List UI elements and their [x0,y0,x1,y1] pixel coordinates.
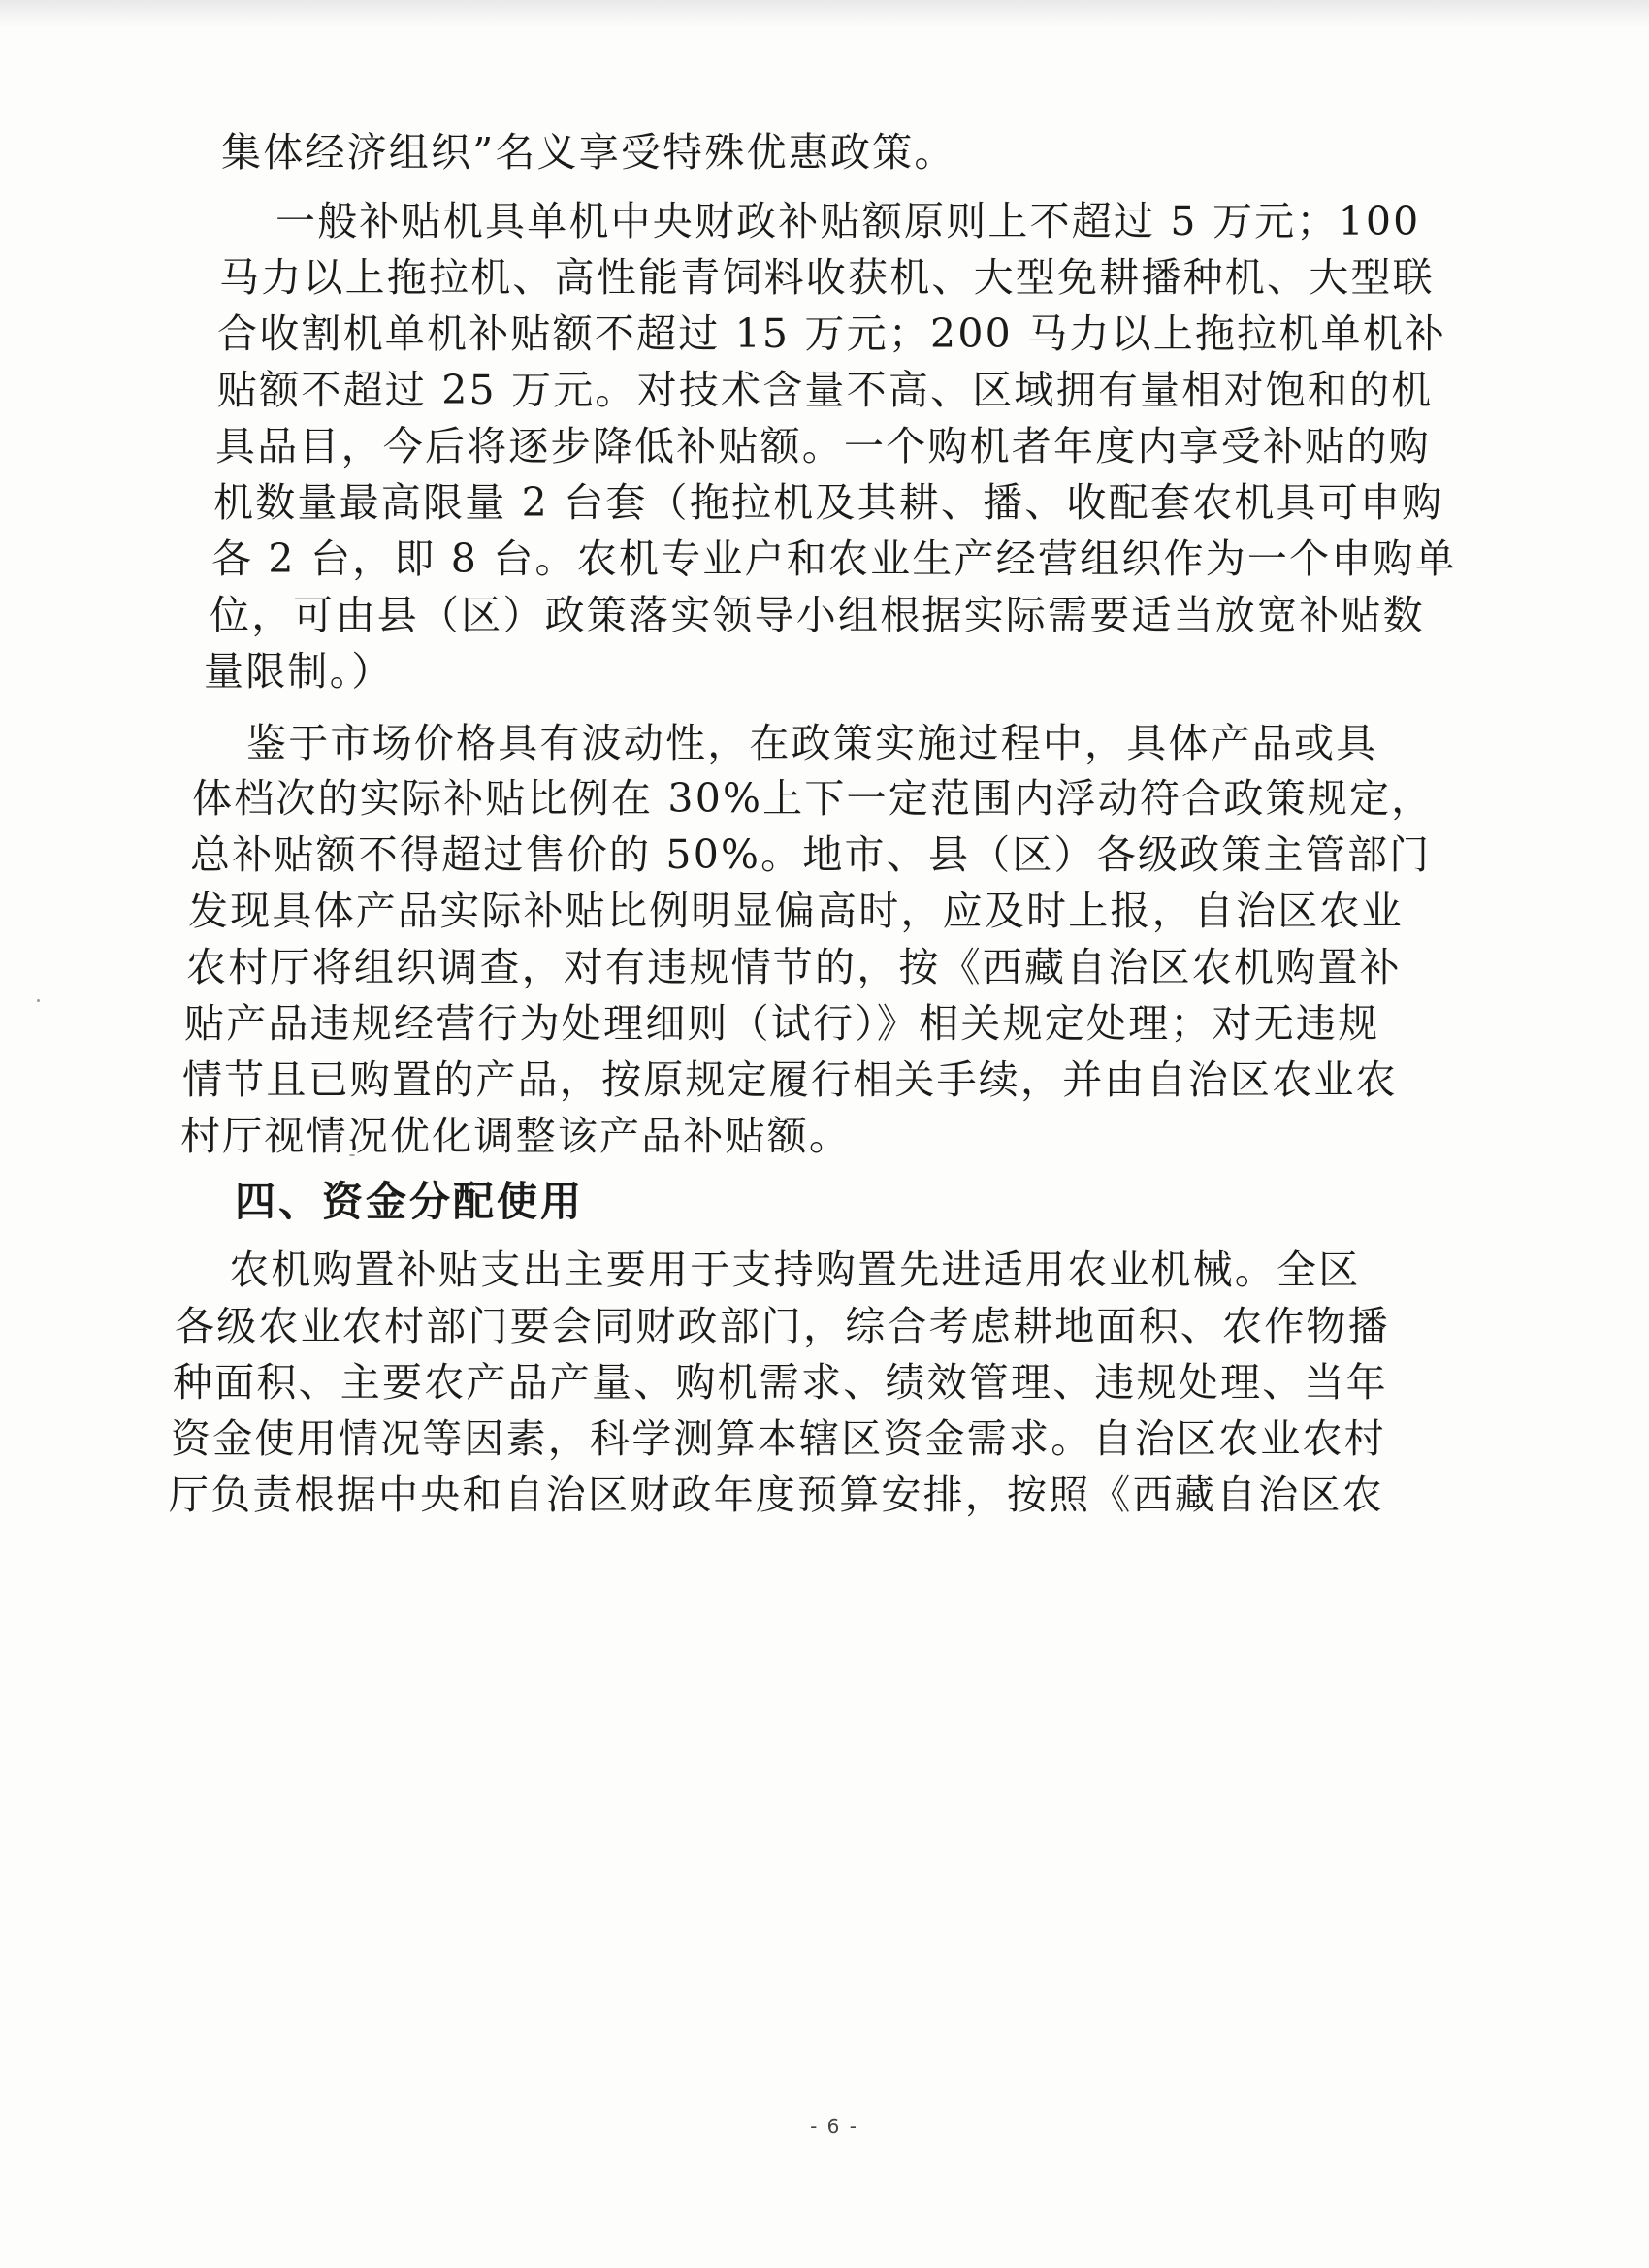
body-text-line: 贴额不超过 25 万元。对技术含量不高、区域拥有量相对饱和的机 [217,367,1434,413]
body-text-line: 厅负责根据中央和自治区财政年度预算安排，按照《西藏自治区农 [169,1472,1384,1518]
body-text-line: 机数量最高限量 2 台套（拖拉机及其耕、播、收配套农机具可申购 [213,479,1444,526]
body-text-line: 农村厅将组织调查，对有违规情节的，按《西藏自治区农机购置补 [186,944,1402,990]
body-text-line: 马力以上拖拉机、高性能青饲料收获机、大型免耕播种机、大型联 [219,254,1435,301]
body-text-line: 贴产品违规经营行为处理细则（试行）》相关规定处理；对无违规 [184,1000,1380,1047]
scan-speck [37,999,40,1002]
body-text-line: 种面积、主要农产品产量、购机需求、绩效管理、违规处理、当年 [173,1359,1388,1406]
body-text-line: 农机购置补贴支出主要用于支持购置先进适用农业机械。全区 [229,1247,1361,1293]
body-text-line: 发现具体产品实际补贴比例明显偏高时，应及时上报，自治区农业 [188,888,1404,934]
body-text-line: 位，可由县（区）政策落实领导小组根据实际需要适当放宽补贴数 [210,592,1425,638]
body-text-line: 一般补贴机具单机中央财政补贴额原则上不超过 5 万元；100 [275,198,1421,244]
body-text-line: 各 2 台，即 8 台。农机专业户和农业生产经营组织作为一个申购单 [211,535,1457,582]
body-text-line: 集体经济组织”名义享受特殊优惠政策。 [221,129,956,176]
page-number: - 6 - [810,2115,858,2138]
body-text-line: 各级农业农村部门要会同财政部门，综合考虑耕地面积、农作物播 [175,1303,1390,1349]
body-text-line: 量限制。） [204,648,394,695]
body-text-line: 村厅视情况优化调整该产品补贴额。 [180,1113,852,1159]
body-text-line: 鉴于市场价格具有波动性，在政策实施过程中，具体产品或具 [246,720,1378,766]
body-text-line: 合收割机单机补贴额不超过 15 万元；200 马力以上拖拉机单机补 [217,310,1447,357]
body-text-line: 具品目，今后将逐步降低补贴额。一个购机者年度内享受补贴的购 [215,423,1431,470]
body-text-line: 资金使用情况等因素，科学测算本辖区资金需求。自治区农业农村 [171,1415,1386,1462]
body-text-line: 总补贴额不得超过售价的 50%。地市、县（区）各级政策主管部门 [190,831,1432,878]
body-text-line: 体档次的实际补贴比例在 30%上下一定范围内浮动符合政策规定， [192,775,1434,822]
body-text-line: 情节且已购置的产品，按原规定履行相关手续，并由自治区农业农 [182,1056,1398,1103]
section-heading: 四、资金分配使用 [235,1178,585,1225]
scan-top-edge [0,0,1649,27]
